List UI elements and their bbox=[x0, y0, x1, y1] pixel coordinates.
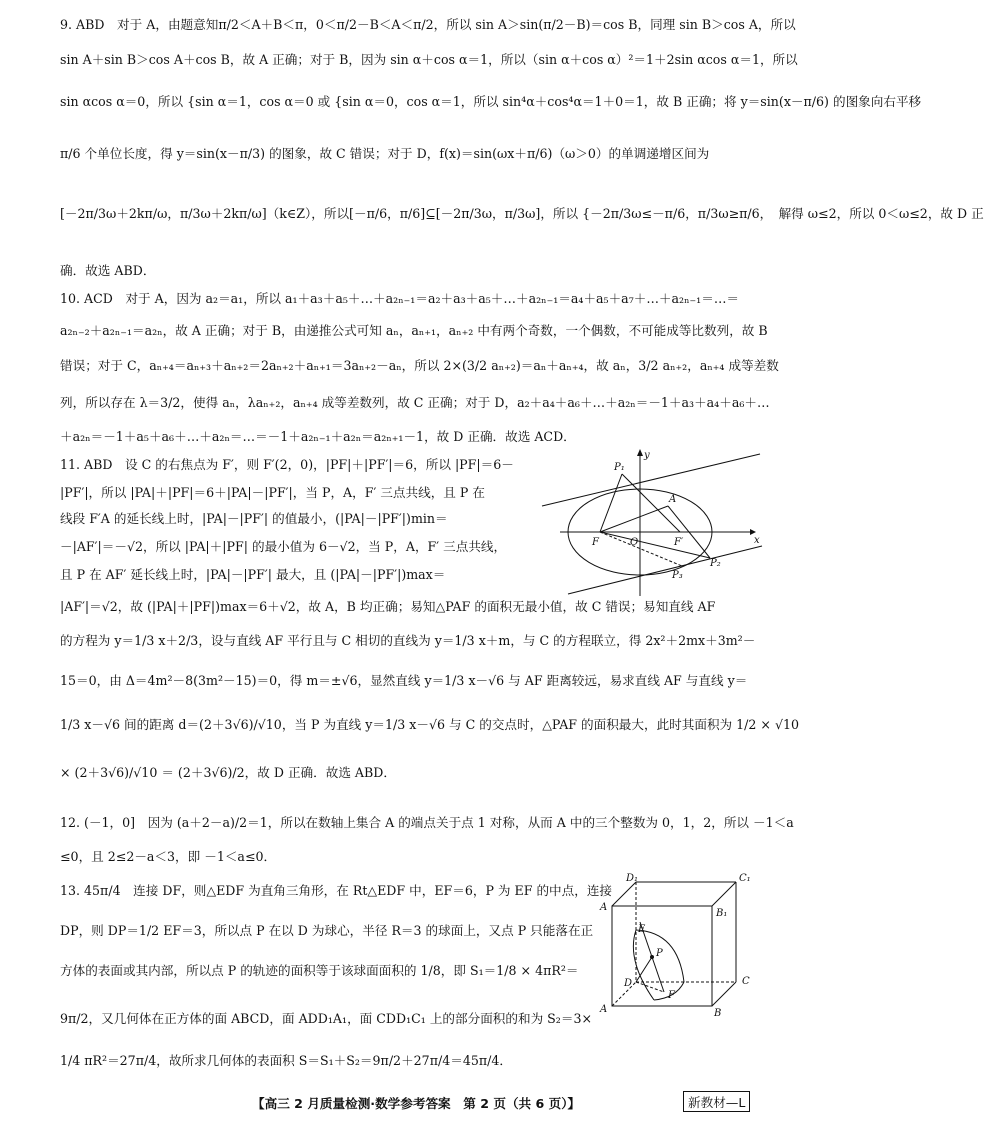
label-a1: A bbox=[600, 902, 608, 913]
label-a: A bbox=[600, 1004, 608, 1015]
q9-line-4: π/6 个单位长度，得 y＝sin(x－π/3) 的图象，故 C 错误；对于 D，f(x)＝sin(ωx＋π/6)（ω＞0）的单调递增区间为 bbox=[60, 146, 710, 161]
segment-d-p bbox=[636, 957, 652, 982]
q12-line-2: ≤0，且 2≤2－a＜3，即 －1＜a≤0． bbox=[60, 849, 277, 864]
label-e: E bbox=[638, 924, 646, 935]
label-p1: P₁ bbox=[614, 462, 625, 473]
tangent-line-upper bbox=[542, 454, 760, 506]
label-p3: P₃ bbox=[672, 570, 683, 581]
q11-line-4: －|AF′|＝－√2，所以 |PA|＋|PF| 的最小值为 6－√2，当 P，A，F′ 三点共线， bbox=[60, 539, 507, 554]
label-b: B bbox=[714, 1008, 722, 1019]
label-a: A bbox=[669, 494, 677, 505]
segment-f-p1 bbox=[600, 474, 622, 532]
label-c: C bbox=[742, 976, 750, 987]
q13-line-2: DP，则 DP＝1/2 EF＝3，所以点 P 在以 D 为球心，半径 R＝3 的球面上，又点 P 只能落在正 bbox=[60, 923, 594, 938]
segment-f-p2 bbox=[600, 532, 710, 558]
q11-line-10: × (2＋3√6)/√10 ＝ (2＋3√6)/2，故 D 正确．故选 ABD． bbox=[60, 765, 396, 780]
q9-line-3: sin αcos α＝0，所以 {sin α＝1，cos α＝0 或 {sin α＝0，cos α＝1，所以 sin⁴α＋cos⁴α＝1＋0＝1，故 B 正确；将 y＝sin(x－π/6) 的图象向右平移 bbox=[60, 94, 922, 109]
label-x: x bbox=[754, 535, 760, 546]
q9-line-1: 9. ABD 对于 A，由题意知π/2＜A＋B＜π，0＜π/2－B＜A＜π/2，所以 sin A＞sin(π/2－B)＝cos B，同理 sin B＞cos A，所以 bbox=[60, 17, 796, 32]
sphere-arc-2 bbox=[633, 930, 654, 1000]
label-b1: B₁ bbox=[716, 908, 728, 919]
label-d1: D₁ bbox=[626, 873, 639, 884]
q11-line-6: |AF′|＝√2，故 (|PA|＋|PF|)max＝6＋√2，故 A，B 均正确；易知△PAF 的面积无最小值，故 C 错误；易知直线 AF bbox=[60, 599, 716, 614]
label-p2: P₂ bbox=[710, 558, 721, 569]
q11-line-3: 线段 F′A 的延长线上时，|PA|－|PF′| 的值最小，(|PA|－|PF′|)min＝ bbox=[60, 511, 448, 526]
q11-line-2: |PF′|，所以 |PA|＋|PF|＝6＋|PA|－|PF′|，当 P，A，F′ 三点共线，且 P 在 bbox=[60, 485, 485, 500]
q9-line-2: sin A＋sin B＞cos A＋cos B，故 A 正确；对于 B，因为 sin α＋cos α＝1，所以（sin α＋cos α）²＝1＋2sin αcos α＝1，所以 bbox=[60, 52, 798, 67]
label-f: F bbox=[668, 990, 675, 1001]
q10-line-2: a₂ₙ₋₂＋a₂ₙ₋₁＝a₂ₙ，故 A 正确；对于 B，由递推公式可知 aₙ，aₙ₊₁，aₙ₊₂ 中有两个奇数，一个偶数，不可能成等比数列，故 B bbox=[60, 323, 768, 338]
label-f: F bbox=[592, 537, 599, 548]
cube-edge-b1-c1 bbox=[712, 882, 736, 906]
q10-line-5: ＋a₂ₙ＝－1＋a₅＋a₆＋…＋a₂ₙ＝…＝－1＋a₂ₙ₋₁＋a₂ₙ＝a₂ₙ₊₁－1，故 D 正确．故选 ACD． bbox=[60, 429, 576, 444]
label-d: D bbox=[624, 978, 633, 989]
cube-edge-a-d1 bbox=[612, 882, 636, 906]
q13-line-3: 方体的表面或其内部，所以点 P 的轨迹的面积等于该球面面积的 1/8，即 S₁＝1/8 × 4πR²＝ bbox=[60, 963, 579, 978]
point-p bbox=[650, 955, 654, 959]
label-c1: C₁ bbox=[739, 873, 751, 884]
q11-line-9: 1/3 x－√6 间的距离 d＝(2＋3√6)/√10，当 P 为直线 y＝1/3 x－√6 与 C 的交点时，△PAF 的面积最大，此时其面积为 1/2 × √10 bbox=[60, 717, 800, 732]
label-y: y bbox=[644, 450, 650, 461]
label-o: O bbox=[630, 537, 639, 548]
q13-line-5: 1/4 πR²＝27π/4，故所求几何体的表面积 S＝S₁＋S₂＝9π/2＋27π/4＝45π/4． bbox=[60, 1053, 512, 1068]
q12-line-1: 12. (－1，0] 因为 (a＋2－a)/2＝1，所以在数轴上集合 A 的端点关于点 1 对称，从而 A 中的三个整数为 0，1，2，所以 －1＜a bbox=[60, 815, 794, 830]
footer-badge: 新教材—L bbox=[683, 1091, 750, 1112]
q10-line-3: 错误；对于 C，aₙ₊₄＝aₙ₊₃＋aₙ₊₂＝2aₙ₊₂＋aₙ₊₁＝3aₙ₊₂－aₙ，所以 2×(3/2 aₙ₊₂)＝aₙ＋aₙ₊₄，故 aₙ，3/2 aₙ₊₂，aₙ₊₄ 成等差数 bbox=[60, 358, 779, 373]
segment-f-a bbox=[600, 506, 668, 532]
footer-page-info: 【高三 2 月质量检测·数学参考答案 第 2 页（共 6 页）】 bbox=[252, 1096, 581, 1111]
q10-line-4: 列，所以存在 λ＝3/2，使得 aₙ，λaₙ₊₂，aₙ₊₄ 成等差数列，故 C 正确；对于 D，a₂＋a₄＋a₆＋…＋a₂ₙ＝－1＋a₃＋a₄＋a₆＋… bbox=[60, 395, 770, 410]
q11-line-1: 11. ABD 设 C 的右焦点为 F′，则 F′(2，0)，|PF|＋|PF′|＝6，所以 |PF|＝6－ bbox=[60, 457, 514, 472]
label-f-prime: F′ bbox=[674, 537, 684, 548]
q13-line-1: 13. 45π/4 连接 DF，则△EDF 为直角三角形，在 Rt△EDF 中，EF＝6，P 为 EF 的中点，连接 bbox=[60, 883, 613, 898]
cube-edge-b-c bbox=[712, 982, 736, 1006]
cube-figure bbox=[596, 872, 766, 1020]
tangent-line-lower bbox=[568, 546, 762, 594]
q10-line-1: 10. ACD 对于 A，因为 a₂＝a₁，所以 a₁＋a₃＋a₅＋…＋a₂ₙ₋₁＝a₂＋a₃＋a₅＋…＋a₂ₙ₋₁＝a₄＋a₅＋a₇＋…＋a₂ₙ₋₁＝…＝ bbox=[60, 291, 740, 306]
label-p: P bbox=[656, 948, 663, 959]
segment-d-f bbox=[636, 982, 664, 992]
q13-line-4: 9π/2，又几何体在正方体的面 ABCD，面 ADD₁A₁，面 CDD₁C₁ 上的部分面积的和为 S₂＝3× bbox=[60, 1011, 593, 1026]
q11-line-8: 15＝0，由 Δ＝4m²－8(3m²－15)＝0，得 m＝±√6，显然直线 y＝1/3 x－√6 与 AF 距离较远，易求直线 AF 与直线 y＝ bbox=[60, 673, 748, 688]
segment-f-p3 bbox=[600, 532, 682, 566]
q11-line-7: 的方程为 y＝1/3 x＋2/3，设与直线 AF 平行且与 C 相切的直线为 y＝1/3 x＋m，与 C 的方程联立，得 2x²＋2mx＋3m²－ bbox=[60, 633, 756, 648]
q9-line-5: [－2π/3ω＋2kπ/ω，π/3ω＋2kπ/ω]（k∈Z），所以[－π/6，π/6]⊆[－2π/3ω，π/3ω]，所以 {－2π/3ω≤－π/6，π/3ω≥π/6， 解得 ω≤2，所以 0＜ω≤2，故 D 正 bbox=[60, 206, 984, 221]
q11-line-5: 且 P 在 AF′ 延长线上时，|PA|－|PF′| 最大，且 (|PA|－|PF′|)max＝ bbox=[60, 567, 446, 582]
q9-line-6: 确．故选 ABD． bbox=[60, 263, 156, 278]
ellipse-figure bbox=[540, 448, 765, 598]
y-axis-arrow-icon bbox=[637, 449, 643, 456]
